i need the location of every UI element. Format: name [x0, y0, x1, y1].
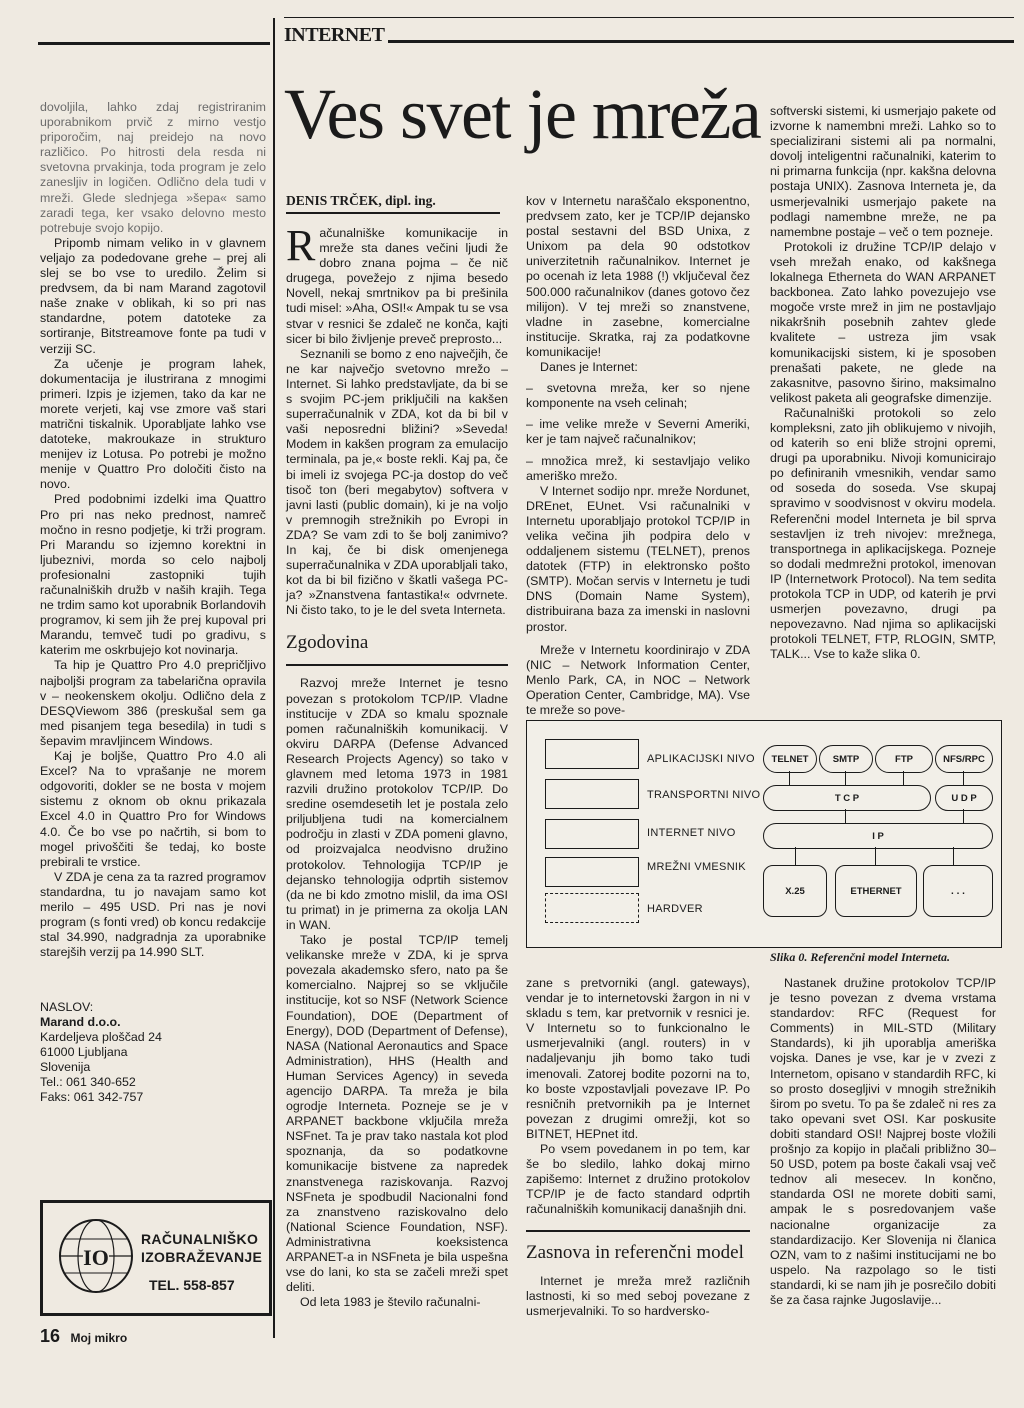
article-title: Ves svet je mreža — [284, 74, 761, 154]
layer-box — [545, 739, 639, 769]
connector-line — [963, 809, 964, 823]
column-4 — [770, 104, 996, 716]
protocol-ip: I P — [763, 823, 993, 849]
body-paragraph: Internet je mreža mrež različnih lastnosti, ki so med seboj povezane z usmerjevalniki. To so hardversko- — [526, 1273, 750, 1318]
connector-line — [795, 847, 796, 865]
layer-label: APLIKACIJSKI NIVO — [647, 753, 755, 765]
protocol-smtp: SMTP — [819, 745, 873, 773]
body-paragraph: softverski sistemi, ki usmerjajo pakete od izvorne k namembni mreži. Lahko so to specializirani sistemi ali pa normalni, dovolj inteligentni računalniki, katerim to ni primarna funkcija (npr. kakšna delovna postaja UNIX). Zasnova Interneta je, da usmerjevalniki usmerjajo pakete na podlagi namembne mreže, ne pa namembne postaje – več o tem pozneje. — [770, 104, 996, 239]
header-rule — [364, 40, 1014, 43]
left-column — [40, 100, 266, 960]
left-paragraph: Ta hip je Quattro Pro 4.0 prepričljivo najboljši program za tabelarična opravila v – neokenskem okolju. Odlično dela z DESQViewom 386 (preskušal sem ga med pisanjem tega besedila) in tudi s šepavim mravljincem Windows. — [40, 658, 266, 748]
ad-line-1: RAČUNALNIŠKO — [141, 1231, 259, 1247]
body-paragraph: kov v Internetu naraščalo eksponentno, predvsem zato, ker je TCP/IP dejansko postal sestavni del BSD Unixa, z Unixom pa dela 90 odstotkov univerzitetnih računalnikov. Internet je po ocenah iz leta 1988 (!) vključeval čez 500.000 računalnikov (danes gotovo čez milijon). V tej mreži so znanstvene, vladne in zasebne, komercialne institucije. Skratka, raj za podatkovne komunikacije! — [526, 194, 750, 359]
address-line: Tel.: 061 340-652 — [40, 1075, 136, 1089]
connector-line — [903, 771, 904, 785]
advertisement — [40, 1200, 272, 1316]
left-paragraph: Pripomb nimam veliko in v glavnem veljajo za podedovane grehe – prej ali slej se bo vse to uredilo. Želim si predvsem, da bi nam Marand zagotovil naše znake v oblikah, ki so pri nas standardne, potem datoteke za sortiranje, Bitstreamove fonte pa tudi v verziji SC. — [40, 235, 266, 356]
left-paragraph: Za učenje je program lahek, dokumentacija je ilustrirana z mnogimi primeri. Izpis je izjemen, tako da kar ne morete verjeti, kaj vse zmore vaš stari matrični tiskalnik. Uporabljate lahko vse datoteke, makroukaze in strukturo menijev iz Lotusa. Po potrebi je možno menije v Quattro Pro določiti čisto na novo. — [40, 356, 266, 492]
layer-box — [545, 857, 639, 887]
column-3-lower — [526, 976, 750, 1321]
network-x25: X.25 — [763, 865, 827, 917]
left-paragraph: Kaj je boljše, Quattro Pro 4.0 ali Excel? Na to vprašanje ne morem odgovoriti, dokler se ne bosta v mojem sistemu z oknom ob oknu prikazala Excel 4.0 in Quattro Pro for Windows 4.0. Če bo vse po načrtih, si bom to mogel privoščiti še tedaj, ko boste prebirali te vrstice. — [40, 749, 266, 869]
body-paragraph: Po vsem povedanem in po tem, kar še bo sledilo, lahko dokaj mirno zapišemo: Internet z družino protokolov TCP/IP je de facto standard odprtih računalniških komunikacij današnjih dni. — [526, 1142, 750, 1217]
ad-phone: TEL. 558-857 — [149, 1277, 235, 1293]
body-paragraph: V Internet sodijo npr. mreže Nordunet, DREnet, EUnet. Vsi računalniki v Internetu uporabljajo protokol TCP/IP in velika večina jih podpira delo v oddaljenem sistemu (TELNET), prenos datotek (FTP) in elektronsko pošto (SMTP). Močan servis v Internetu je tudi DNS (Domain Name System), distribuirana baza za imenski in naslovni prostor. — [526, 483, 750, 634]
list-item: – ime velike mreže v Severni Ameriki, ker je tam največ računalnikov; — [526, 417, 750, 447]
left-paragraph: dovoljila, lahko zdaj registriranim uporabnikom prvič z mirno vestjo priporočim, naj preidejo na novo različico. Po hitrosti dela resda ni svetovna prvakinja, toda program je zelo zanesljiv in logičen. Odlično dela tudi v mreži. Glede slednjega »šepa« samo zaradi tega, ker vsako delovno mesto potrebuje svojo kopijo. — [40, 100, 266, 235]
page-footer — [40, 1326, 127, 1347]
layer-label: TRANSPORTNI NIVO — [647, 789, 761, 801]
page-number: 16 — [40, 1326, 61, 1346]
column-2 — [286, 221, 508, 1318]
section-header — [284, 22, 1014, 48]
layer-label: INTERNET NIVO — [647, 827, 736, 839]
body-paragraph: Seznanili se bomo z eno največjih, če ne kar največjo svetovno mrežo – Internet. Si lahko predstavljate, da bi se s svojim PC-jem priključili na kakšen superračunalnik v ZDA, kot da bi bil v vaši neposredni bližini? »Seveda! Modem in kakšen program za emulacijo terminala, pa je,« boste rekli. Kaj pa, če bi imeli iz svojega PC-ja dostop do več tisoč ton (beri megabytov) softvera v javni lasti (public domain), ki je na voljo v premnogih strežnikih po Evropi in ZDA? Se vam zdi to še bolj zanimivo? In kaj, če bi disk omenjenega superračunalnika v ZDA uporabljali tako, kot da bi bil fizično v škatli vašega PC-ja? »Znanstvena fantastika!« odvrnete. Ni čisto tako, to je le del sveta Interneta. — [286, 346, 508, 618]
body-paragraph: Razvoj mreže Internet je tesno povezan s protokolom TCP/IP. Vladne institucije v ZDA so kmalu spoznale pomen računalniških komunikacij. V okviru DARPA (Defense Advanced Research Projects Agency) so tako v glavnem med letoma 1973 in 1981 razvili družino protokolov TCP/IP. Do sredine osemdesetih let je postala zelo priljubljena tudi na komercialnem področju in zlasti v ZDA pomeni glavno, od proizvajalca neodvisno družino protokolov. Tehnologija TCP/IP je dejansko tehnologija odprtih sistemov (da ne bi kdo zmotno mislil, da ima OSI tu primat) in je primerna za okolja LAN in WAN. — [286, 676, 508, 932]
figure-caption: Slika 0. Referenčni model Interneta. — [770, 950, 950, 964]
address-line: Faks: 061 342-757 — [40, 1090, 144, 1104]
body-paragraph: Računalniški protokoli so zelo kompleksni, zato jih oblikujemo v nivojih, od katerih so eni bliže strojni opremi, drugi pa uporabniku. Nivoji komunicirajo po definiranih vmesnikih, vendar samo od soseda do soseda. Vse skupaj spravimo v soodvisnost v okviru modela. Referenčni model Interneta je bil sprva sestavljen iz treh nivojev: mrežnega, transportnega in aplikacijskega. Pozneje so dodali medmrežni protokol, imenovan IP (Internetwork Protocol). Na tem sedita protokola TCP in UDP, od katerih je prvi usmerjen povezavno, drugi pa nepovezavno. Nad njima so aplikacijski protokoli TELNET, FTP, RLOGIN, SMTP, TALK... Vse to kaže slika 0. — [770, 405, 996, 662]
address-label: NASLOV: — [40, 1000, 94, 1014]
connector-line — [789, 771, 790, 785]
body-paragraph: zane s pretvorniki (angl. gateways), vendar je to internetovski žargon in ni v skladu s tem, kar pretvornik v resnici je. V Internetu so to funkcionalno le usmerjevalniki (angl. routers) in v nadaljevanju jih bomo tako tudi imenovali. Zatorej bodite pozorni na to, ko boste vzpostavljali povezave IP. Po resničnih pretvornikih pa je Internet povezan z drugimi omrežji, kot so BITNET, HEPnet itd. — [526, 976, 750, 1141]
section-heading-zasnova: Zasnova in referenčni model — [526, 1241, 744, 1263]
magazine-name: Moj mikro — [70, 1331, 128, 1345]
ad-line-2: IZOBRAŽEVANJE — [141, 1249, 263, 1265]
protocol-udp: U D P — [935, 785, 993, 811]
list-item: – svetovna mreža, ker so njene komponente na vseh celinah; — [526, 381, 750, 411]
protocol-tcp: T C P — [763, 785, 931, 811]
author: DENIS TRČEK, dipl. ing. — [286, 193, 436, 208]
protocol-nfs-rpc: NFS/RPC — [935, 745, 993, 773]
protocol-telnet: TELNET — [763, 745, 817, 773]
body-paragraph: Od leta 1983 je število računalni- — [300, 1295, 481, 1310]
logo-letters: IO — [83, 1245, 109, 1270]
address-line: 61000 Ljubljana — [40, 1045, 128, 1059]
section-heading-zgodovina: Zgodovina — [286, 632, 369, 654]
heading-rule — [286, 664, 508, 666]
address-block — [40, 1000, 266, 1105]
layer-box — [545, 819, 639, 849]
body-paragraph: Protokoli iz družine TCP/IP delajo v vseh mrežah enako, od kakšnega lokalnega Etherneta do WAN ARPANET backbonea. Zato lahko povezujejo vse mogoče vrste mrež in jim ne postavljajo nikakršnih posebnih zahtev glede kvalitete – ustreza jim vsak komunikacijski sistem, ki je sposoben prenašati pakete, ne glede na zakasnitve, pasovno širino, maksimalno velikost paketa ali geografske dimenzije. — [770, 239, 996, 405]
company-name: Marand d.o.o. — [40, 1015, 121, 1029]
connector-line — [845, 771, 846, 785]
layer-box — [545, 779, 639, 809]
top-rule-left — [38, 42, 270, 45]
list-item: – množica mrež, ki sestavljajo veliko ameriško mrežo. — [526, 453, 750, 483]
body-paragraph: Mreže v Internetu koordinirajo v ZDA (NIC – Network Information Center, Menlo Park, CA, in NOC – Network Operation Center, Cambridge, MA). Vse te mreže so pove- — [526, 642, 750, 717]
globe-logo-icon — [57, 1217, 135, 1295]
column-divider — [273, 18, 275, 1338]
body-paragraph: Nastanek družine protokolov TCP/IP je tesno povezan z dvema vrstama standardov: RFC (Request for Comments) in MIL-STD (Military Standards), ki jih uporablja ameriška vojska. Danes je vse, kar je v zvezi z Internetom, opisano v standardih RFC, ki so prosto dosegljivi v mnogih strežnikih širom po svetu. To pa še zdaleč ni res za tako opevani svet OSI. Kar poskusite dobiti standard OSI! Najprej boste vložili prošnjo za kopijo in plačali približno 30–50 USD, potem pa boste čakali vsaj več tednov ali mesecev. In končno, standarda OSI ne morete dobiti sami, ampak le s posredovanjem vaše nacionalne organizacije za standardizacijo. Ker Slovenija ni članica OZN, vam to z našimi institucijami ne bo uspelo. Na razpolago so le tisti standardi, ki se nam jih je posrečilo dobiti še za časa rajnke Jugoslavije... — [770, 976, 996, 1307]
intro-paragraph — [286, 221, 508, 347]
column-4-lower — [770, 976, 996, 1348]
connector-line — [953, 847, 954, 865]
protocol-ftp: FTP — [875, 745, 933, 773]
layer-box-dashed — [545, 893, 639, 923]
connector-line — [963, 771, 964, 785]
network-other: . . . — [923, 865, 993, 917]
address-line: Slovenija — [40, 1060, 91, 1074]
section-label: INTERNET — [284, 24, 388, 47]
header-top-thin-rule — [284, 17, 1014, 18]
body-paragraph: Danes je Internet: — [540, 360, 638, 375]
connector-line — [875, 847, 876, 865]
layer-label: HARDVER — [647, 903, 703, 915]
body-paragraph: Tako je postal TCP/IP temelj velikanske mreže v ZDA, ki je sprva povezala akademsko sfero, nato pa še komercialno. Najprej so se vključile institucije, kot so NSF (Network Science Foundation), DOE (Department of Energy), DOD (Department of Defense), NASA (National Aeronautics and Space Administration), HHS (Health and Human Services Agency) in seveda agencijo DARPA. Ta mreža je bila ogrodje Interneta. Pozneje se je v ARPANET backbone vključila mreža NSFnet. Ta je prav tako nastala kot plod spoznanja, da so podatkovne komunikacije bistvene za napredek znanstvenega raziskovanja. Razvoj NSFneta je spodbudil Nacionalni fond za znanstveno raziskovalno delo (National Science Foundation, NSF). Administrativna koeksistenca ARPANET-a in NSFneta je bila uspešna vse do lani, ko sta se začeli mreži spet deliti. — [286, 933, 508, 1295]
layer-label: MREŽNI VMESNIK — [647, 861, 746, 873]
heading-rule — [526, 1230, 750, 1232]
drop-cap: R — [286, 221, 316, 270]
intro-text: ačunalniške komunikacije in mreže sta danes večini ljudi že dobro znana pojma – če nič drugega, povežejo z njima besedo Novell, nekaj smrtnikov pa bi prešinila tudi misel: »Aha, OSI!« Ampak tu se vsa stvar v resnici še zdaleč ne konča, kajti sicer bi bilo življenje preveč preprosto... — [286, 226, 508, 346]
column-3 — [526, 194, 750, 716]
network-ethernet: ETHERNET — [835, 865, 917, 917]
left-paragraph: V ZDA je cena za ta razred programov standardna, tu jo navajam samo kot merilo – 495 USD. Pri nas je novi program (s fonti vred) ob koncu redakcije stal 34.990, nadgradnja za uporabnike starejših verzij pa 14.990 SLT. — [40, 869, 266, 960]
author-rule — [286, 212, 500, 214]
address-line: Kardeljeva ploščad 24 — [40, 1030, 162, 1044]
figure-reference-model — [526, 720, 1002, 948]
connector-line — [845, 809, 846, 823]
left-paragraph: Pred podobnimi izdelki ima Quattro Pro pri nas neko prednost, namreč močno in resno podjetje, ki trži program. Pri Marandu so izjemno korektni in ljubeznivi, morda so celo najbolj profesionalni zastopniki tujih računalniških družb v naših krajih. Tega ne trdim samo kot uporabnik Borlandovih programov, ki sem jih že prej kupoval pri Marandu, temveč tudi po gradivu, s katerim me oskrbujejo kot novinarja. — [40, 492, 266, 658]
